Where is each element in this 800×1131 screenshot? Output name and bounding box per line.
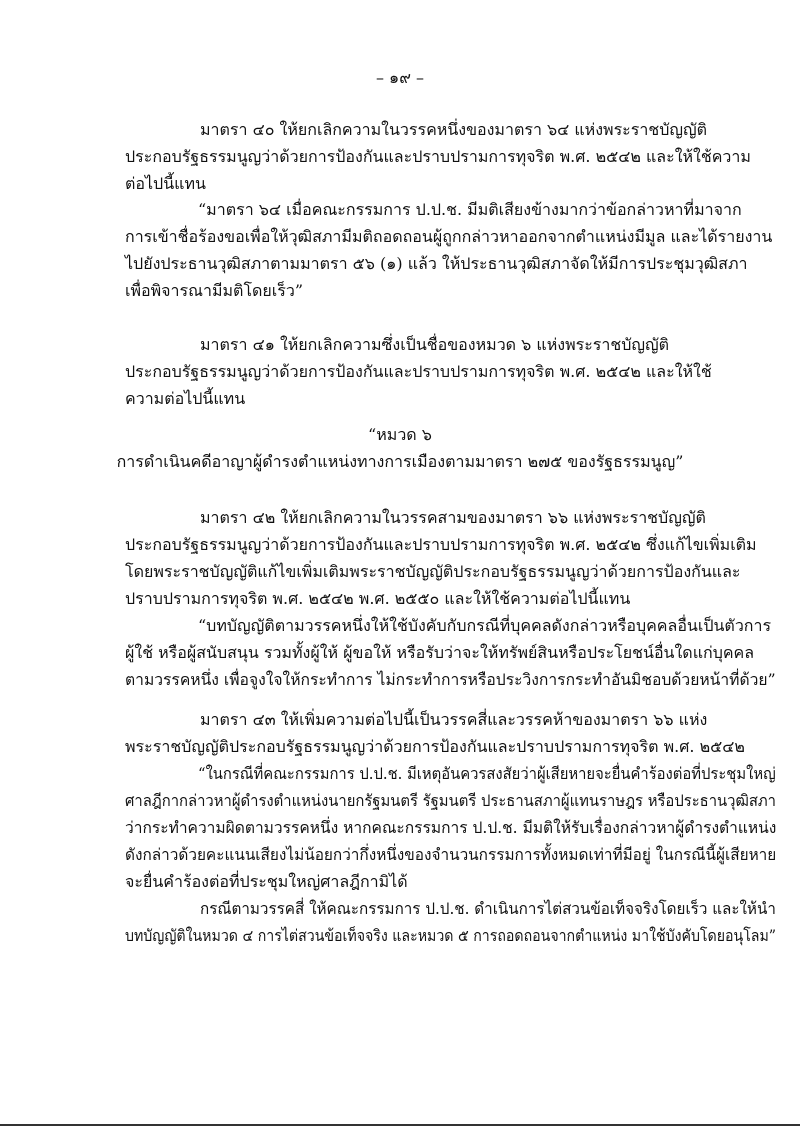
section-42-line: ปราบปรามการทุจริต พ.ศ. ๒๕๔๒ พ.ศ. ๒๕๕๐ และให้ใช้ความต่อไปนี้แทน: [125, 589, 631, 608]
section-40-quote-line: “มาตรา ๖๔ เมื่อคณะกรรมการ ป.ป.ช. มีมติเสียงข้างมากว่าข้อกล่าวหาที่มาจาก: [198, 200, 742, 219]
section-42-line: ประกอบรัฐธรรมนูญว่าด้วยการป้องกันและปราบปรามการทุจริต พ.ศ. ๒๕๔๒ ซึ่งแก้ไขเพิ่มเติม: [125, 535, 757, 554]
section-40-quote-line: เพื่อพิจารณามีมติโดยเร็ว”: [125, 281, 304, 300]
section-40-line: มาตรา ๔๐ ให้ยกเลิกความในวรรคหนึ่งของมาตรา ๖๔ แห่งพระราชบัญญัติ: [200, 120, 708, 139]
section-43-quote-line: จะยื่นคำร้องต่อที่ประชุมใหญ่ศาลฎีกามิได้: [125, 872, 408, 891]
section-40-quote-line: การเข้าชื่อร้องขอเพื่อให้วุฒิสภามีมติถอดถอนผู้ถูกกล่าวหาออกจากตำแหน่งมีมูล และได้รายงาน: [125, 227, 773, 246]
section-40-line: ประกอบรัฐธรรมนูญว่าด้วยการป้องกันและปราบปรามการทุจริต พ.ศ. ๒๕๔๒ และให้ใช้ความ: [125, 147, 751, 166]
chapter-title: การดำเนินคดีอาญาผู้ดำรงตำแหน่งทางการเมืองตามมาตรา ๒๗๕ ของรัฐธรรมนูญ”: [116, 452, 684, 471]
section-41-line: ความต่อไปนี้แทน: [125, 389, 246, 408]
section-43-line: มาตรา ๔๓ ให้เพิ่มความต่อไปนี้เป็นวรรคสี่และวรรคห้าของมาตรา ๖๖ แห่ง: [200, 710, 708, 729]
section-42-line: โดยพระราชบัญญัติแก้ไขเพิ่มเติมพระราชบัญญัติประกอบรัฐธรรมนูญว่าด้วยการป้องกันและ: [125, 562, 741, 581]
section-40-line: ต่อไปนี้แทน: [125, 174, 206, 193]
page-bottom-edge: [0, 1124, 800, 1126]
section-43-line: พระราชบัญญัติประกอบรัฐธรรมนูญว่าด้วยการป้องกันและปราบปรามการทุจริต พ.ศ. ๒๕๔๒: [125, 737, 745, 756]
section-43-quote-line: กรณีตามวรรคสี่ ให้คณะกรรมการ ป.ป.ช. ดำเนินการไต่สวนข้อเท็จจริงโดยเร็ว และให้นำ: [200, 899, 776, 918]
section-42-line: มาตรา ๔๒ ให้ยกเลิกความในวรรคสามของมาตรา ๖๖ แห่งพระราชบัญญัติ: [200, 508, 706, 527]
section-41-line: ประกอบรัฐธรรมนูญว่าด้วยการป้องกันและปราบปรามการทุจริต พ.ศ. ๒๕๔๒ และให้ใช้: [125, 362, 712, 381]
page-number: – ๑๙ –: [375, 68, 425, 87]
section-43-quote-line: ว่ากระทำความผิดตามวรรคหนึ่ง หากคณะกรรมการ ป.ป.ช. มีมติให้รับเรื่องกล่าวหาผู้ดำรงตำแหน่ง: [125, 818, 777, 837]
section-42-quote-line: ตามวรรคหนึ่ง เพื่อจูงใจให้กระทำการ ไม่กระทำการหรือประวิงการกระทำอันมิชอบด้วยหน้าที่ด้วย”: [125, 670, 776, 689]
section-43-quote-line: ศาลฎีกากล่าวหาผู้ดำรงตำแหน่งนายกรัฐมนตรี รัฐมนตรี ประธานสภาผู้แทนราษฎร หรือประธานวุฒิสภา: [125, 791, 776, 810]
section-43-quote-line: ดังกล่าวด้วยคะแนนเสียงไม่น้อยกว่ากึ่งหนึ่งของจำนวนกรรมการทั้งหมดเท่าที่มีอยู่ ในกรณีนี้ผู้เสียหาย: [125, 845, 777, 864]
section-43-quote-line: “ในกรณีที่คณะกรรมการ ป.ป.ช. มีเหตุอันควรสงสัยว่าผู้เสียหายจะยื่นคำร้องต่อที่ประชุมใหญ่: [198, 764, 776, 783]
chapter-heading: “หมวด ๖: [368, 425, 432, 444]
section-40-quote-line: ไปยังประธานวุฒิสภาตามมาตรา ๕๖ (๑) แล้ว ให้ประธานวุฒิสภาจัดให้มีการประชุมวุฒิสภา: [125, 254, 748, 273]
section-43-quote-line: บทบัญญัติในหมวด ๔ การไต่สวนข้อเท็จจริง และหมวด ๕ การถอดถอนจากตำแหน่ง มาใช้บังคับโดยอนุโลม”: [125, 926, 777, 945]
section-42-quote-line: “บทบัญญัติตามวรรคหนึ่งให้ใช้บังคับกับกรณีที่บุคคลดังกล่าวหรือบุคคลอื่นเป็นตัวการ: [198, 616, 772, 635]
section-42-quote-line: ผู้ใช้ หรือผู้สนับสนุน รวมทั้งผู้ให้ ผู้ขอให้ หรือรับว่าจะให้ทรัพย์สินหรือประโยชน์อื่นใดแก่บุคคล: [125, 643, 755, 662]
section-41-line: มาตรา ๔๑ ให้ยกเลิกความซึ่งเป็นชื่อของหมวด ๖ แห่งพระราชบัญญัติ: [200, 335, 670, 354]
